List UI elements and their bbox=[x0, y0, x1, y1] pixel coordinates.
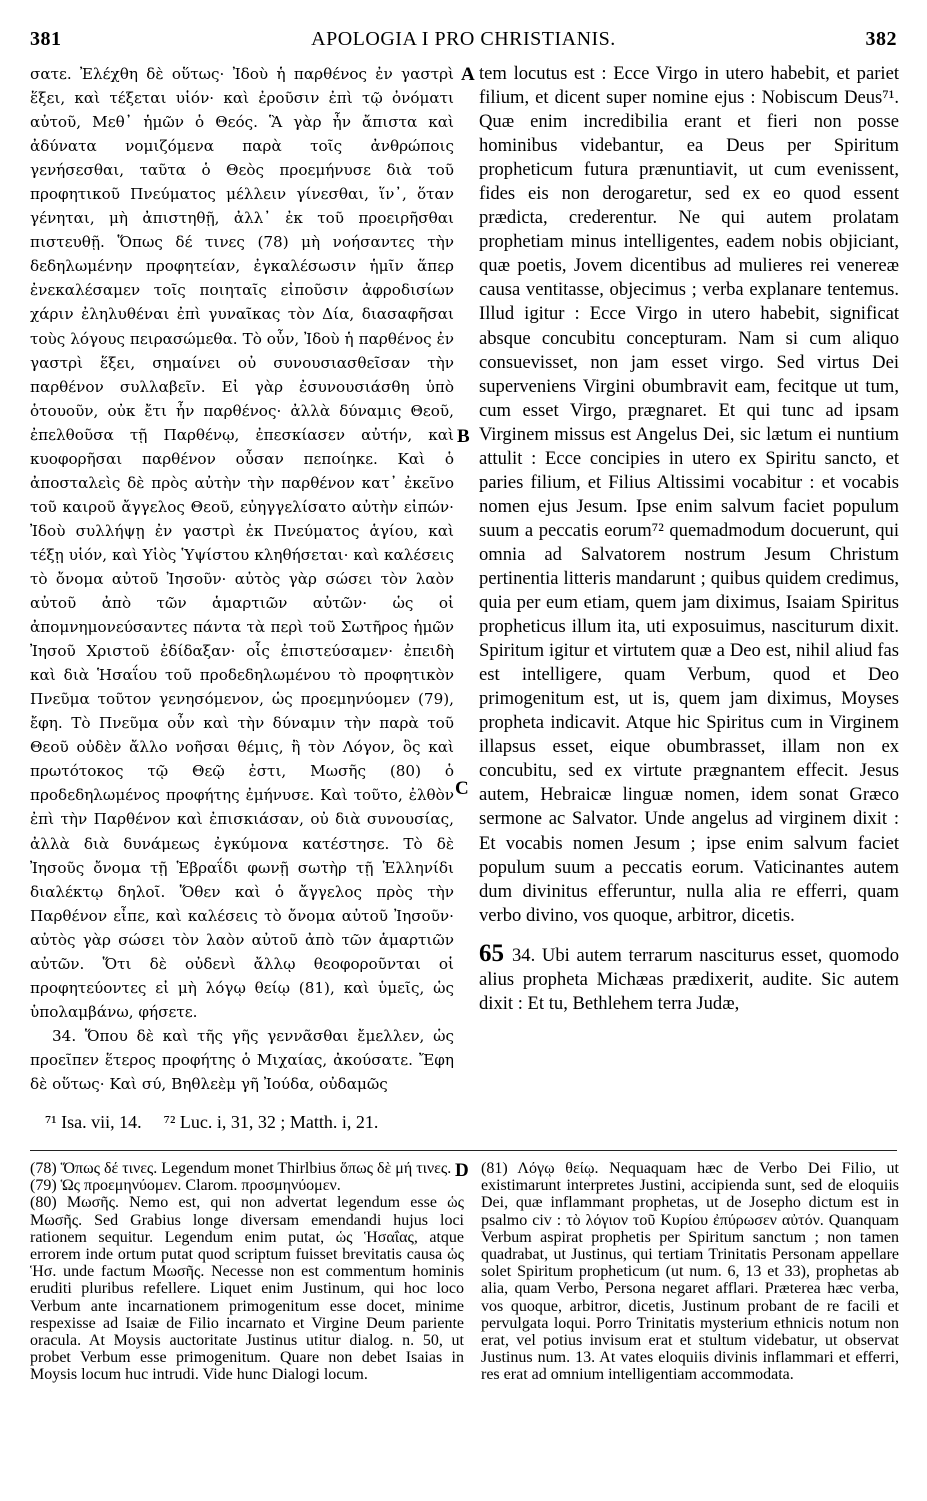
footnote-80: (80) Μωσῆς. Nemo est, qui non advertat legendum esse ὡς Μωσῆς. Sed Grabius longe diversam emendandi hujus loci rationem sequitur. Legendum enim putat, ὡς Ἡσαΐας, atque errorem inde ortum putat quod scriptum fuisset brevitatis causa ὡς Ἡσ. unde factum Μωσῆς. Necesse non est commentum hominis eruditi pluribus refellere. Liquet enim Justinum, qui hoc loco Verbum ante incarnationem primogenitum esse docet, minime respexisse ad Isaiæ de Filio incarnato et Virgine Deum pariente oracula. At Moysis auctoritate Justinus utitur dialog. n. 50, ut probet Verbum esse primogenitum. Quare non debet Isaias in Moysis locum huc intrudi. Vide hunc Dialogi locum. bbox=[30, 1194, 464, 1384]
greek-paragraph-34: 34. Ὅπου δὲ καὶ τῆς γῆς γεννᾶσθαι ἔμελλεν, ὡς προεῖπεν ἕτερος προφήτης ὁ Μιχαίας, ἀκούσατε. Ἔφη δὲ οὕτως· Καὶ σύ, Βηθλεὲμ γῆ Ἰούδα, οὐδαμῶς bbox=[30, 1026, 454, 1093]
footnote-81: (81) Λόγῳ θείῳ. Nequaquam hæc de Verbo Dei Filio, ut existimarunt interpretes Justini, accipienda sunt, sed de eloquiis Dei, quæ inflammant prophetas, ut de Josepho dictum est in psalmo civ : τὸ λόγιον τοῦ Κυρίου ἐπύρωσεν αὐτόν. Quanquam Verbum aspirat prophetis per Spiritum sanctum ; non tamen quadrabat, ut Justinus, qui tertiam Trinitatis Personam appellare solet Spiritum propheticum (ut num. 6, 13 et 33), prophetas ab alia, quam Verbo, Persona negaret afflari. Præterea hæc verba, vos quoque, arbitror, dicetis, Justinum probant de re facili et pervulgata loqui. Porro Trinitatis mysterium ethnicis notum non erat, vel potius invisum erat et stultum videbatur, ut observat Justinus num. 13. At vates eloquiis divinis inflammari et efferri, res erat ad omnium intelligentiam accommodata. bbox=[481, 1160, 899, 1384]
margin-letter-d: D bbox=[455, 1160, 469, 1181]
footnotes-left bbox=[30, 1160, 464, 1384]
reference-72: ⁷² Luc. i, 31, 32 ; Matth. i, 21. bbox=[163, 1112, 379, 1132]
greek-paragraph: σατε. Ἐλέχθη δὲ οὕτως· Ἰδοὺ ἡ παρθένος ἐν γαστρὶ ἕξει, καὶ τέξεται υἱόν· καὶ ἐροῦσιν ἐπὶ τῷ ὀνόματι αὐτοῦ, Μεθ᾽ ἡμῶν ὁ Θεός. Ἃ γὰρ ἦν ἄπιστα καὶ ἀδύνατα νομιζόμενα παρὰ τοῖς ἀνθρώποις γενήσεσθαι, ταῦτα ὁ Θεὸς προεμήνυσε διὰ τοῦ προφητικοῦ Πνεύματος μέλλειν γίνεσθαι, ἵν᾽, ὅταν γένηται, μὴ ἀπιστηθῇ, ἀλλ᾽ ἐκ τοῦ προειρῆσθαι πιστευθῇ. Ὅπως δέ τινες (78) μὴ νοήσαντες τὴν δεδηλωμένην προφητείαν, ἐγκαλέσωσιν ἡμῖν ἅπερ ἐνεκαλέσαμεν τοῖς ποιηταῖς εἰποῦσιν ἀφροδισίων χάριν ἐληλυθέναι ἐπὶ γυναῖκας τὸν Δία, διασαφῆσαι τοὺς λόγους πειρασώμεθα. Τὸ οὖν, Ἰδοὺ ἡ παρθένος ἐν γαστρὶ ἕξει, σημαίνει οὐ συνουσιασθεῖσαν τὴν παρθένον συλλαβεῖν. Εἰ γὰρ ἐσυνουσιάσθη ὑπὸ ὁτουοῦν, οὐκ ἔτι ἦν παρθένος· ἀλλὰ δύναμις Θεοῦ, ἐπελθοῦσα τῇ Παρθένῳ, ἐπεσκίασεν αὐτήν, καὶ κυοφορῆσαι παρθένον οὖσαν πεποίηκε. Καὶ ὁ ἀποσταλεὶς δὲ πρὸς αὐτὴν τὴν παρθένον κατ᾽ ἐκεῖνο τοῦ καιροῦ ἄγγελος Θεοῦ, εὐηγγελίσατο αὐτὴν εἰπών· Ἰδοὺ συλλήψῃ ἐν γαστρὶ ἐκ Πνεύματος ἁγίου, καὶ τέξῃ υἱόν, καὶ Υἱὸς Ὑψίστου κληθήσεται· καὶ καλέσεις τὸ ὄνομα αὐτοῦ Ἰησοῦν· αὐτὸς γὰρ σώσει τὸν λαὸν αὐτοῦ ἀπὸ τῶν ἁμαρτιῶν αὐτῶν· ὡς οἱ ἀπομνημονεύσαντες πάντα τὰ περὶ τοῦ Σωτῆρος ἡμῶν Ἰησοῦ Χριστοῦ ἐδίδαξαν· οἷς ἐπιστεύσαμεν· ἐπειδὴ καὶ διὰ Ἡσαΐου τοῦ προδεδηλωμένου τὸ προφητικὸν Πνεῦμα τοῦτον γενησόμενον, ὡς προεμηνύομεν (79), ἔφη. Τὸ Πνεῦμα οὖν καὶ τὴν δύναμιν τὴν παρὰ τοῦ Θεοῦ οὐδὲν ἄλλο νοῆσαι θέμις, ἢ τὸν Λόγον, ὃς καὶ πρωτότοκος τῷ Θεῷ ἐστι, Μωσῆς (80) ὁ προδεδηλωμένος προφήτης ἐμήνυσε. Καὶ τοῦτο, ἐλθὸν ἐπὶ τὴν Παρθένον καὶ ἐπισκιάσαν, οὐ διὰ συνουσίας, ἀλλὰ διὰ δυνάμεως ἐγκύμονα κατέστησε. Τὸ δὲ Ἰησοῦς ὄνομα τῇ Ἑβραΐδι φωνῇ σωτὴρ τῇ Ἑλληνίδι διαλέκτῳ δηλοῖ. Ὅθεν καὶ ὁ ἄγγελος πρὸς τὴν Παρθένον εἶπε, καὶ καλέσεις τὸ ὄνομα αὐτοῦ Ἰησοῦν· αὐτὸς γὰρ σώσει τὸν λαὸν αὐτοῦ ἀπὸ τῶν ἁμαρτιῶν αὐτῶν. Ὅτι δὲ οὐδενὶ ἄλλῳ θεοφοροῦνται οἱ προφητεύοντες εἰ μὴ λόγῳ θείῳ (81), καὶ ὑμεῖς, ὡς ὑπολαμβάνω, φήσετε. bbox=[30, 65, 454, 1021]
page-title: APOLOGIA I PRO CHRISTIANIS. bbox=[311, 28, 616, 50]
margin-letter-b: B bbox=[457, 426, 470, 447]
footnote-79: (79) Ὡς προεμηνύομεν. Clarom. προσμηνύομεν. bbox=[30, 1177, 341, 1195]
greek-column bbox=[30, 62, 454, 1096]
latin-paragraph-34-text: 34. Ubi autem terrarum nasciturus esset, quomodo alius propheta Michæas prædixerit, audite. Sic autem dixit : Et tu, Bethlehem terra Judæ, bbox=[479, 944, 899, 1014]
running-header bbox=[30, 28, 897, 54]
latin-paragraph-34 bbox=[479, 939, 899, 1016]
page-number-right: 382 bbox=[865, 28, 897, 50]
column-number: 65 bbox=[479, 939, 504, 967]
footnotes-right bbox=[481, 1160, 899, 1384]
footnote-divider bbox=[30, 1150, 897, 1151]
latin-column bbox=[479, 62, 899, 1016]
margin-letter-a: A bbox=[461, 64, 475, 85]
scripture-references bbox=[45, 1112, 645, 1133]
margin-letter-c: C bbox=[455, 778, 469, 799]
page-number-left: 381 bbox=[30, 28, 62, 50]
reference-71: ⁷¹ Isa. vii, 14. bbox=[45, 1112, 142, 1132]
footnote-78: (78) Ὅπως δέ τινες. Legendum monet Thirlbius ὅπως δὲ μή τινες. bbox=[30, 1160, 452, 1177]
latin-paragraph: tem locutus est : Ecce Virgo in utero habebit, et pariet filium, et dicent super nomine ejus : Nobiscum Deus⁷¹. Quæ enim incredibilia erant et fieri non posse hominibus videbantur, ea Deus per Spiritum propheticum futura prænuntiavit, ut cum evenissent, fides eis non derogaretur, sed ex eo quod essent prædicta, crederentur. Ne qui autem prolatam prophetiam minus intelligentes, eadem nobis objiciant, quæ poetis, Jovem dicentibus ad mulieres rei venereæ causa ventitasse, objecimus ; verba explanare tentemus. Illud igitur : Ecce Virgo in utero habebit, significat absque concubitu concepturam. Nam si cum aliquo consuevisset, non jam esset virgo. Sed virtus Dei superveniens Virgini obumbravit eam, fecitque ut tum, cum esset Virgo, prægnaret. Et qui tunc ad ipsam Virginem missus est Angelus Dei, sic lætum ei nuntium attulit : Ecce concipies in utero ex Spiritu sancto, et paries filium, et Filius Altissimi vocabitur : et vocabis nomen ejus Jesum. Ipse enim salvum faciet populum suum a peccatis eorum⁷² quemadmodum docuerunt, qui omnia ad Salvatorem nostrum Jesum Christum pertinentia litteris mandarunt ; quibus quidem credimus, quia per eum etiam, quem jam diximus, Isaiam Spiritus propheticus illum ita, uti exposuimus, nasciturum dixit. Spiritum igitur et virtutem quæ a Deo est, nihil aliud fas est intelligere, quam Verbum, quod et Deo primogenitum est, ut is, quem jam diximus, Moyses propheta indicavit. Atque hic Spiritus cum in Virginem illapsus esset, eique obumbrasset, illam non ex concubitu, sed ex virtute prægnantem effecit. Jesus autem, Hebraicæ linguæ nomen, idem sonat Græco sermone ac Salvator. Unde angelus ad virginem dixit : Et vocabis nomen Jesum ; ipse enim salvum faciet populum suum a peccatis eorum. Vaticinantes autem dum divinitus efferuntur, nulla alia re efferri, quam verbo divino, vos quoque, arbitror, dicetis. bbox=[479, 63, 899, 926]
